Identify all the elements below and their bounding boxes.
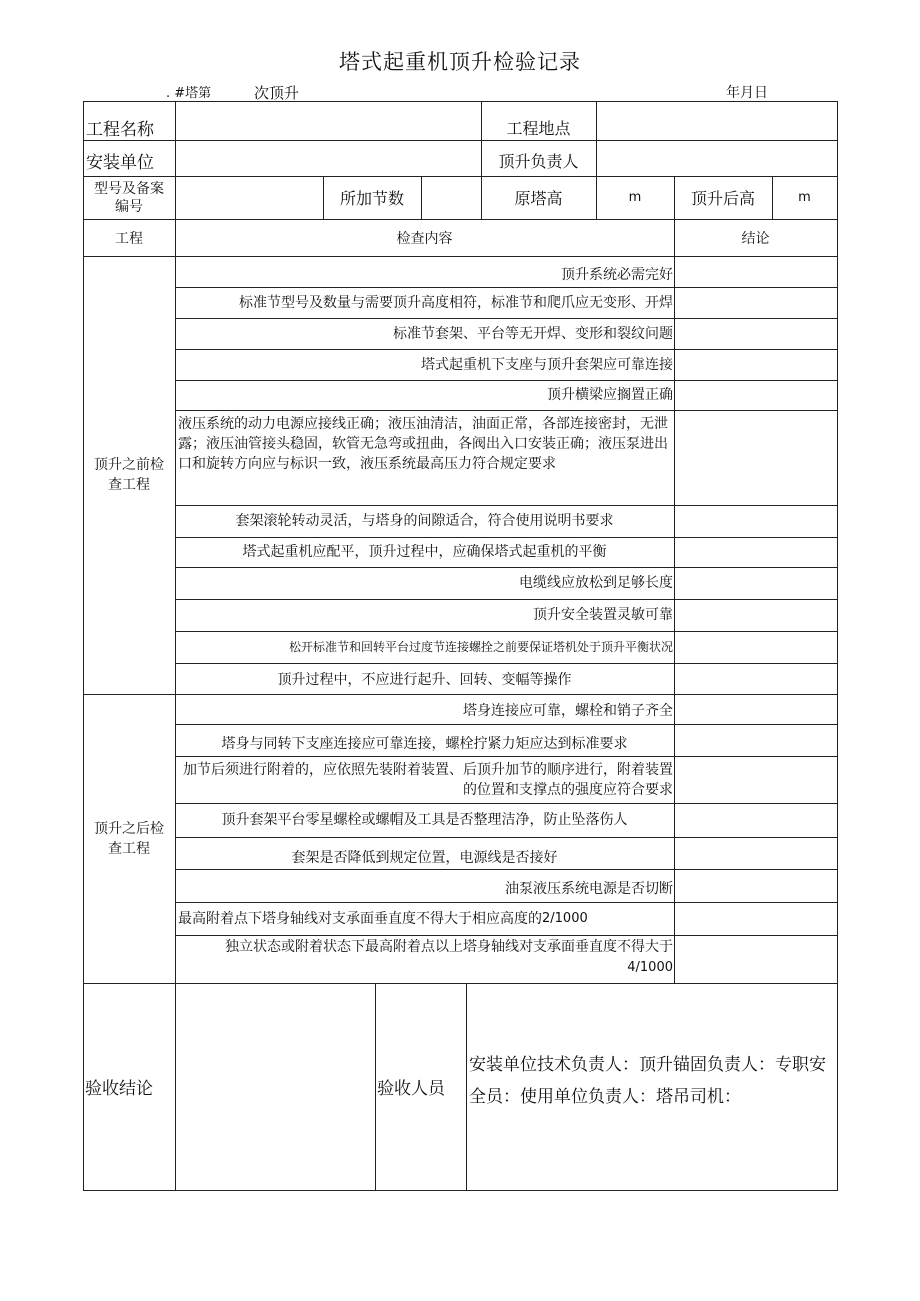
acceptance-conclusion-field[interactable] <box>176 984 375 1190</box>
date-label: 年月日 <box>726 85 768 101</box>
acceptance-conclusion-label: 验收结论 <box>85 1079 153 1099</box>
result-field[interactable] <box>675 632 837 663</box>
check-item: 套架滚轮转动灵活，与塔身的间隙适合，符合使用说明书要求 <box>235 513 614 529</box>
verticality-2-value: 4/1000 <box>627 960 673 975</box>
check-item: 松开标准节和回转平台过度节连接螺拴之前要保证塔机处于顶升平衡状况 <box>288 640 673 654</box>
check-item: 电缆线应放松到足够长度 <box>519 575 673 591</box>
check-item: 标准节套架、平台等无开焊、变形和裂纹问题 <box>393 325 673 342</box>
result-field[interactable] <box>675 903 837 935</box>
lift-person-field[interactable] <box>597 141 837 176</box>
install-unit-label: 安装单位 <box>86 152 154 173</box>
check-item: 塔身连接应可靠，螺栓和销子齐全 <box>463 703 673 719</box>
project-name-field[interactable] <box>176 102 481 140</box>
result-field[interactable] <box>675 870 837 902</box>
result-field[interactable] <box>675 600 837 631</box>
result-field[interactable] <box>675 725 837 756</box>
result-field[interactable] <box>675 757 837 803</box>
check-item: 套架是否降低到规定位置，电源线是否接好 <box>291 850 558 866</box>
project-location-field[interactable] <box>597 102 837 140</box>
check-item-verticality-2 <box>176 935 674 983</box>
check-item: 塔式起重机应配平，顶升过程中，应确保塔式起重机的平衡 <box>242 544 607 560</box>
after-height-unit[interactable]: m <box>798 190 811 205</box>
column-header-item: 工程 <box>115 230 143 247</box>
column-header-result: 结论 <box>741 230 770 247</box>
tower-number-label: . #塔第 <box>166 86 212 101</box>
check-item: 标准节型号及数量与需要顶升高度相符，标准节和爬爪应无变形、开焊 <box>239 294 673 311</box>
document-title: 塔式起重机顶升检验记录 <box>339 50 581 74</box>
grid-line <box>837 101 838 1190</box>
check-item: 加节后须进行附着的，应依照先装附着装置、后顶升加节的顺序进行，附着装置的位置和支撑点的强度应符合要求 <box>183 761 673 798</box>
added-sections-label: 所加节数 <box>339 189 404 208</box>
verticality-2-text: 独立状态或附着状态下最高附着点以上塔身轴线对支承面垂直度不得大于 <box>225 939 673 955</box>
result-field[interactable] <box>675 538 837 567</box>
check-item: 顶升过程中，不应进行起升、回转、变幅等操作 <box>277 672 572 688</box>
acceptance-signers[interactable]: 安装单位技术负责人：顶升锚固负责人：专职安全员：使用单位负责人：塔吊司机： <box>469 1054 826 1107</box>
model-number-field[interactable] <box>176 177 323 219</box>
section-before-lift: 顶升之前检查工程 <box>94 457 164 493</box>
result-field[interactable] <box>675 288 837 318</box>
result-field[interactable] <box>675 381 837 410</box>
lift-person-label: 顶升负责人 <box>498 151 579 171</box>
check-item-verticality-1 <box>176 902 674 935</box>
check-item: 顶升安全装置灵敏可靠 <box>533 607 673 623</box>
verticality-1-value: 2/1000 <box>542 910 588 926</box>
check-item: 塔身与同转下支座连接应可靠连接，螺栓拧紧力矩应达到标准要求 <box>221 736 628 752</box>
result-field[interactable] <box>675 257 837 287</box>
project-name-label: 工程名称 <box>86 120 154 140</box>
model-number-label: 型号及备案编号 <box>94 180 164 215</box>
check-item: 液压系统的动力电源应接线正确；液压油清洁，油面正常，各部连接密封，无泄露；液压油管接头稳固，软管无急弯或扭曲，各阀出入口安装正确；液压泵进出口和旋转方向应与标识一致，液压系统最高压力符合规定要求 <box>178 416 668 472</box>
result-field[interactable] <box>675 936 837 983</box>
verticality-1-text: 最高附着点下塔身轴线对支承面垂直度不得大于相应高度的 <box>178 910 542 927</box>
check-item: 顶升套架平台零星螺栓或螺帽及工具是否整理洁净，防止坠落伤人 <box>221 812 628 828</box>
result-field[interactable] <box>675 411 837 505</box>
result-field[interactable] <box>675 695 837 724</box>
grid-line <box>83 1190 838 1191</box>
check-item: 顶升横梁应搁置正确 <box>547 387 673 403</box>
result-field[interactable] <box>675 664 837 694</box>
acceptance-personnel-label: 验收人员 <box>377 1079 445 1099</box>
result-field[interactable] <box>675 319 837 349</box>
result-field[interactable] <box>675 804 837 837</box>
column-header-content: 检查内容 <box>396 230 453 247</box>
original-height-unit[interactable]: m <box>628 190 642 205</box>
result-field[interactable] <box>675 506 837 537</box>
project-location-label: 工程地点 <box>506 119 571 138</box>
result-field[interactable] <box>675 568 837 599</box>
lift-times-label: 次顶升 <box>254 84 300 102</box>
check-item: 油泵液压系统电源是否切断 <box>505 880 673 897</box>
section-after-lift: 顶升之后检查工程 <box>94 820 164 857</box>
added-sections-field[interactable] <box>422 177 481 219</box>
original-height-label: 原塔高 <box>514 189 563 208</box>
install-unit-field[interactable] <box>176 141 481 176</box>
check-item: 顶升系统必需完好 <box>561 266 673 283</box>
after-height-label: 顶升后高 <box>690 189 755 208</box>
result-field[interactable] <box>675 350 837 380</box>
check-item: 塔式起重机下支座与顶升套架应可靠连接 <box>421 356 673 373</box>
result-field[interactable] <box>675 838 837 869</box>
